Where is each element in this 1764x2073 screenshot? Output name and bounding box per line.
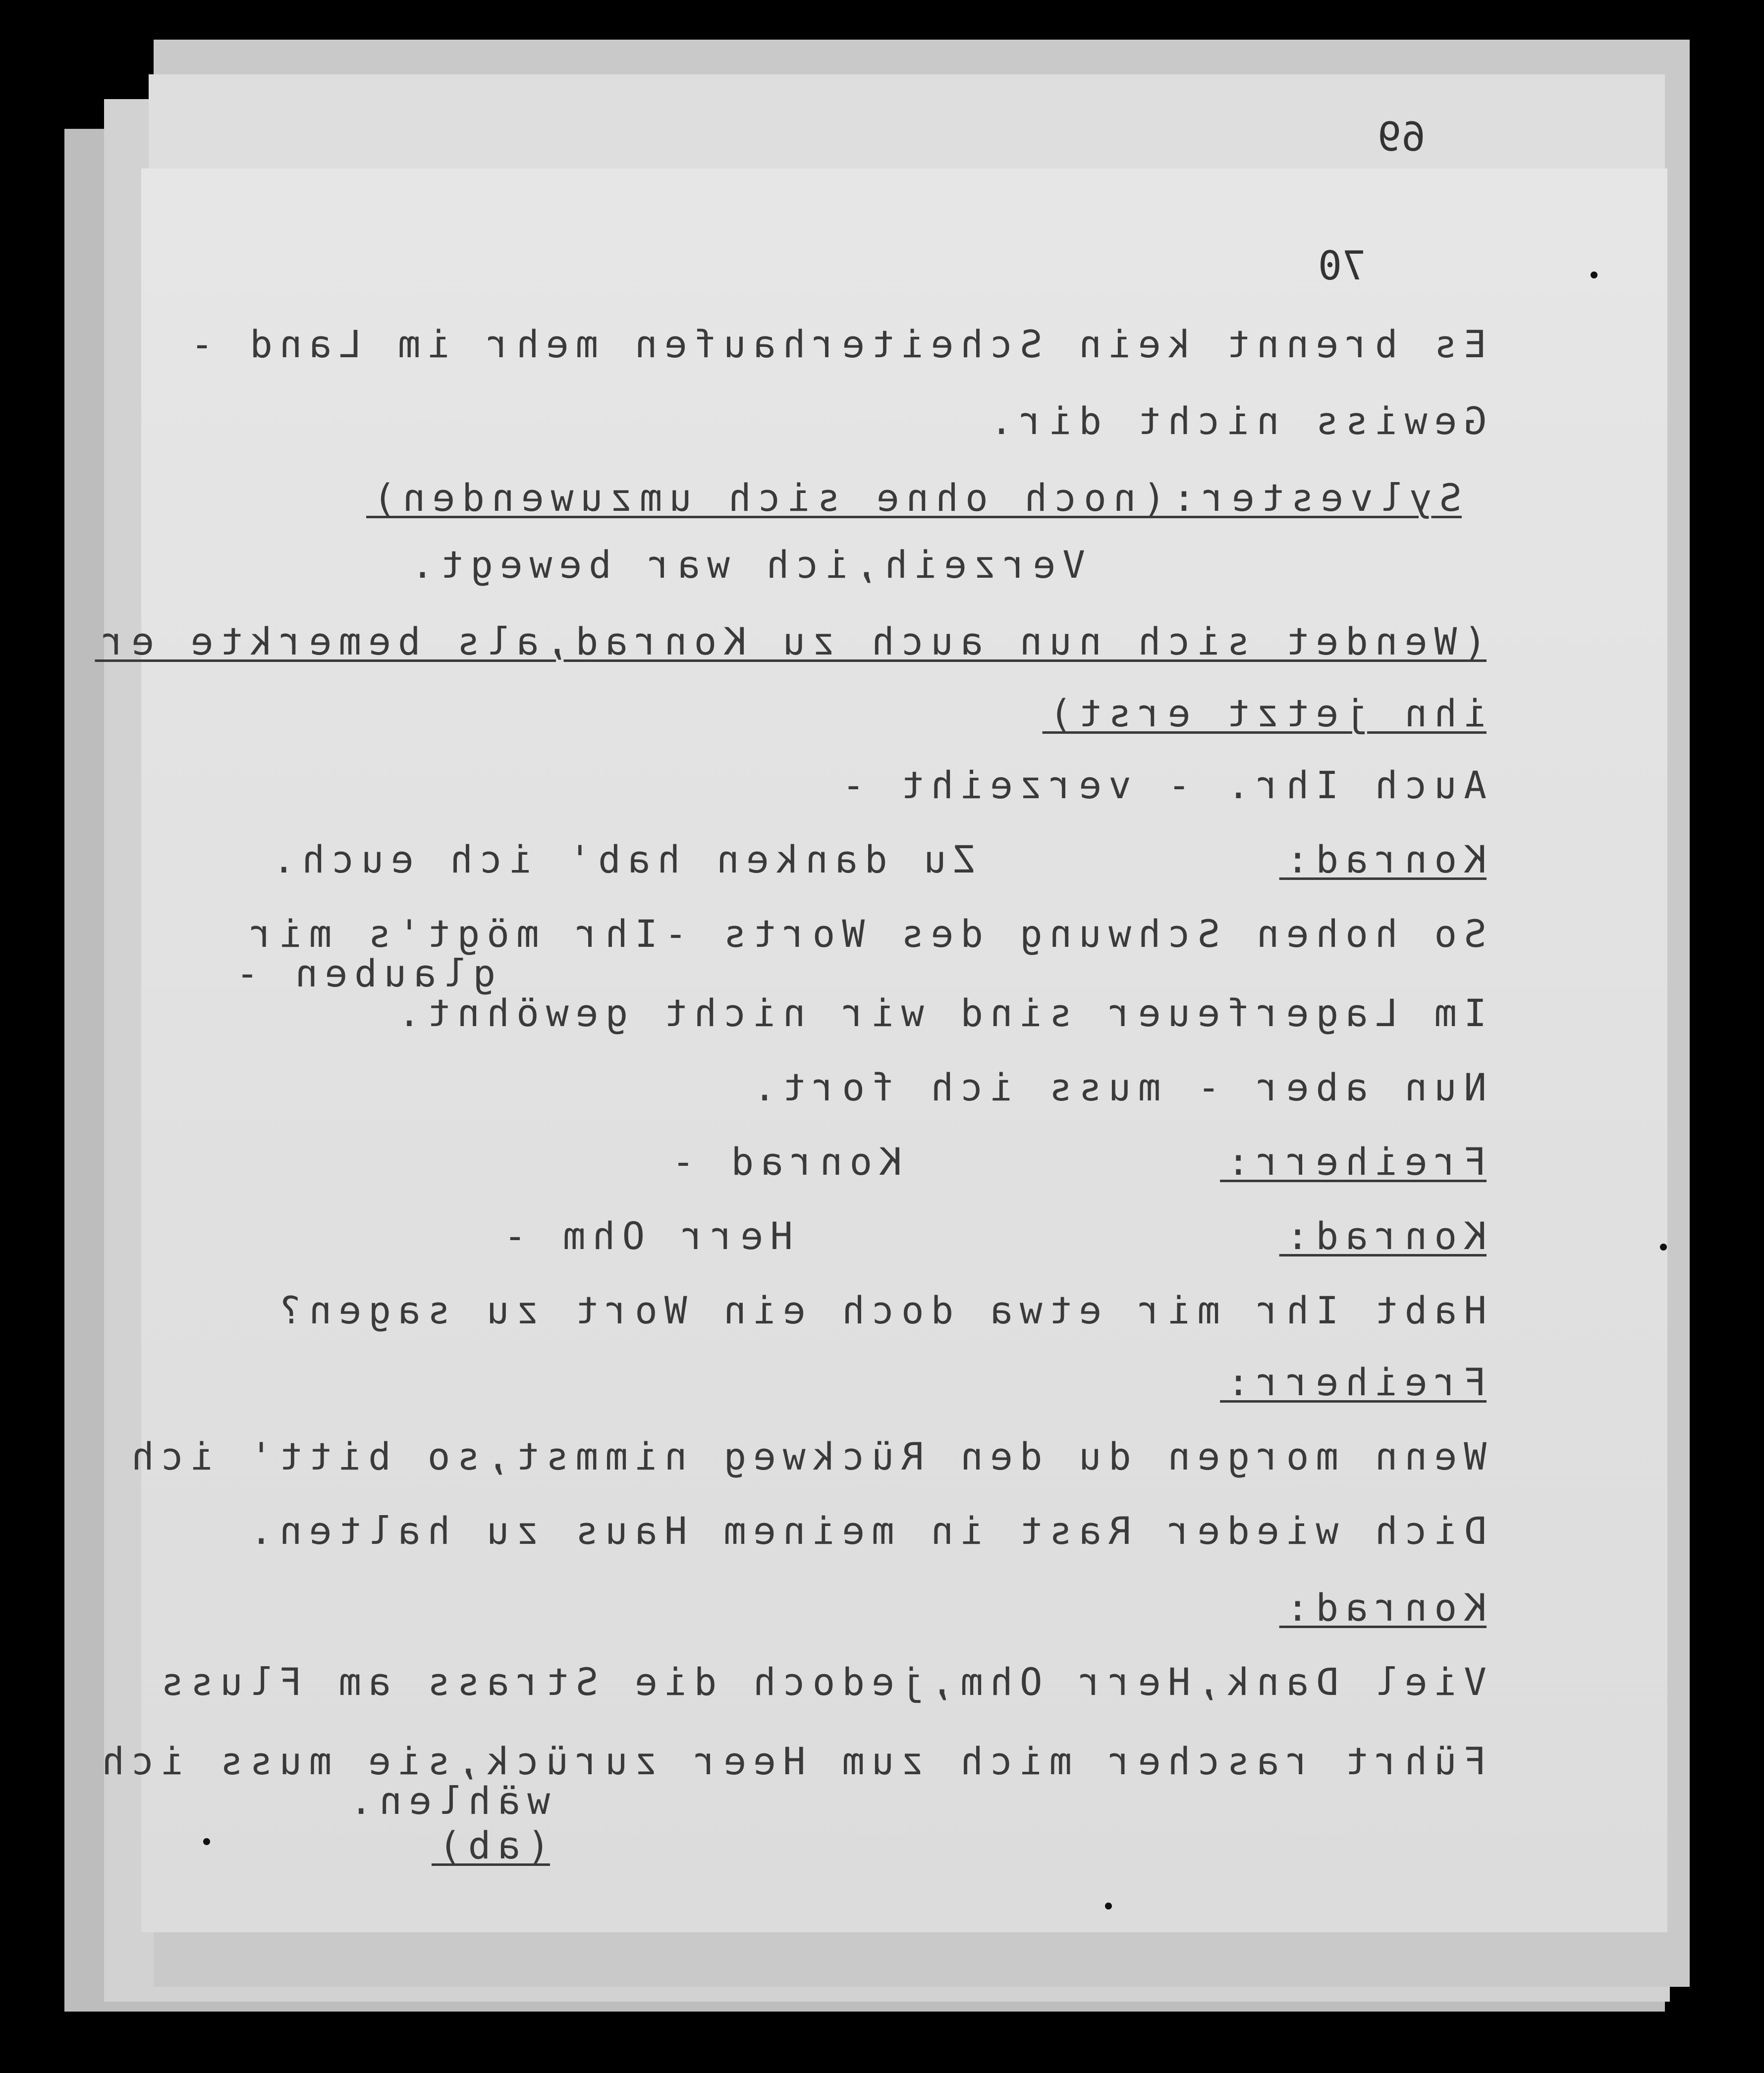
text-line: Habt Ihr mir etwa doch ein Wort zu sagen? [273,1288,1487,1332]
page-number: 70 [1318,243,1366,289]
text-line: Nun aber - muss ich fort. [746,1065,1487,1109]
speaker-label: Freiherr: [1220,1140,1487,1184]
text-line: Gewiss nicht dir. [983,399,1487,443]
ink-dot [1591,272,1598,278]
back-page-number: 69 [1378,114,1426,160]
speaker-label: Konrad: [1279,1214,1487,1258]
text-line: glauben - [229,951,496,995]
text-line: Zu danken hab' ich euch. [265,837,976,881]
text-line: Im Lagerfeuer sind wir nicht gewöhnt. [391,991,1487,1035]
speaker-label: Freiherr: [1220,1360,1487,1404]
stage-direction: (Wendet sich nun auch zu Konrad,als bemerkte er [95,619,1487,663]
ink-dot [1660,1244,1667,1251]
speaker-label: Konrad: [1279,837,1487,881]
text-line: wählen. [342,1779,550,1823]
text-line: So hohen Schwung des Worts -Ihr mögt's mir [243,912,1487,956]
stage-direction: Sylvester:(noch ohne sich umzuwenden) [366,476,1462,520]
stage-direction: ihn jetzt erst) [1042,691,1487,735]
stage-direction: (ab) [431,1823,550,1867]
text-line: Viel Dank,Herr Ohm,jedoch die Strass am Fluss [154,1660,1487,1704]
text-line: Verzeih,ich war bewegt. [404,543,1085,587]
ink-dot [1105,1903,1112,1909]
text-line: Konrad - [664,1140,902,1184]
text-line: Führt rascher mich zum Heer zurück,sie muss ich [95,1739,1487,1783]
speaker-label: Konrad: [1279,1585,1487,1630]
text-line: Es brennt kein Scheiterhaufen mehr im Land - [183,322,1487,366]
text-line: Dich wieder Rast in meinem Haus zu halten. [243,1509,1487,1553]
text-line: Auch Ihr. - verzeiht - [835,763,1487,807]
ink-dot [203,1838,210,1845]
text-line: Wenn morgen du den Rückweg nimmst,so bitt' ich [124,1434,1487,1478]
text-line: Herr Ohm - [496,1214,793,1258]
